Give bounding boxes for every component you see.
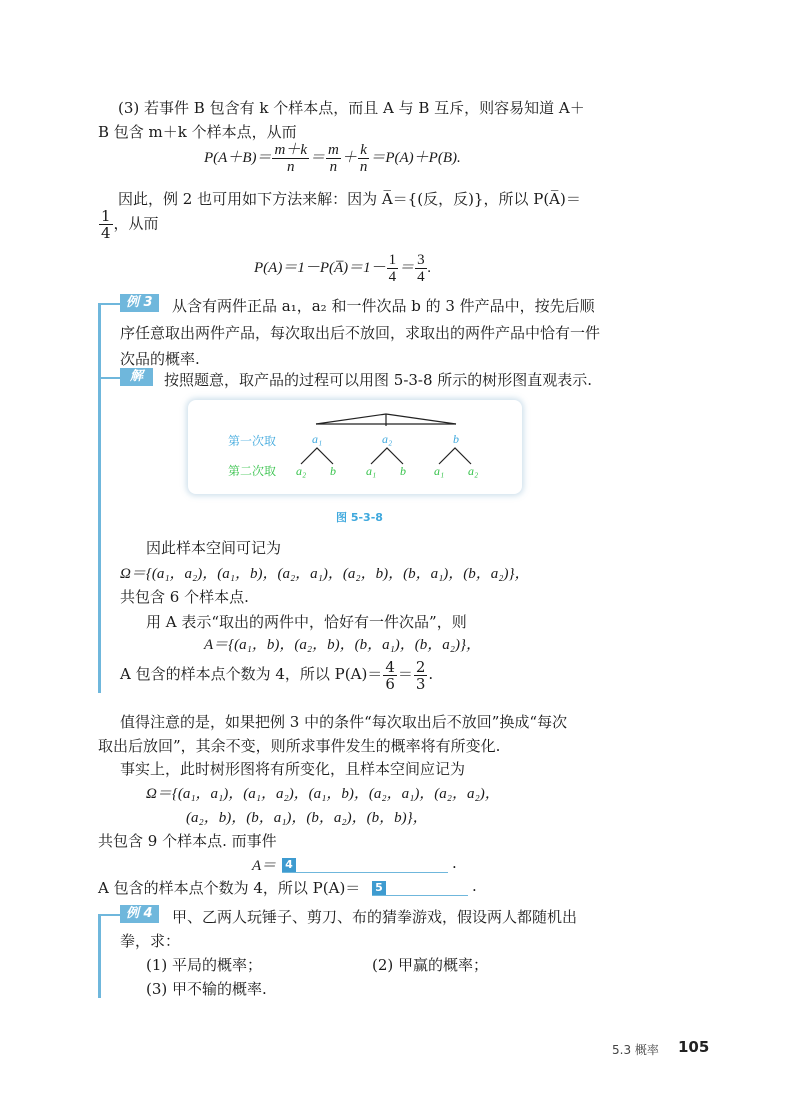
example3-rule — [98, 303, 120, 305]
sample-line5: A＝{(a₁，b)，(a₂，b)，(b，a₁)，(b，a₂)}， — [204, 637, 481, 653]
frac-den: n — [359, 159, 368, 176]
para2-line2 — [98, 208, 159, 241]
period: . — [428, 665, 434, 683]
tree-node: a₁ — [366, 464, 377, 478]
example3-badge: 例 3 — [120, 294, 159, 312]
note-line7-pre: A＝ — [252, 858, 277, 874]
fraction — [383, 659, 397, 692]
frac-den: 4 — [388, 269, 397, 286]
footer-section: 5.3 概率 — [612, 1043, 659, 1057]
note-line6: 共包含 9 个样本点. 而事件 — [98, 832, 277, 850]
note-line1: 值得注意的是，如果把例 3 中的条件“每次取出后不放回”换成“每次 — [120, 713, 568, 731]
example4-rule — [98, 914, 120, 916]
example3-line1: 从含有两件正品 a₁，a₂ 和一件次品 b 的 3 件产品中，按先后顺 — [172, 297, 595, 315]
note-line8-pre: A 包含的样本点个数为 4，所以 P(A)＝ — [98, 879, 361, 897]
frac-den: 4 — [417, 269, 425, 286]
answer-blank-4[interactable] — [282, 854, 448, 873]
equals: ＝ — [397, 665, 413, 683]
tree-diagram — [188, 400, 522, 494]
sample-line6-text: A 包含的样本点个数为 4，所以 P(A)＝ — [120, 665, 383, 683]
example3-line2: 序任意取出两件产品，每次取出后不放回，求取出的两件产品中恰有一件 — [120, 324, 601, 342]
equals: ＝ — [399, 260, 415, 276]
sample-line2: Ω＝{(a₁，a₂)，(a₁，b)，(a₂，a₁)，(a₂，b)，(b，a₁)，(b，a₂)}， — [120, 566, 530, 582]
sample-line6 — [120, 656, 433, 692]
note-line8-end: . — [472, 877, 477, 895]
frac-num: 4 — [385, 657, 395, 676]
tree-node: a₂ — [468, 464, 479, 478]
fraction — [99, 208, 113, 241]
para1-formula — [204, 140, 461, 176]
frac-den: 4 — [101, 224, 111, 242]
sample-line4: 用 A 表示“取出的两件中，恰好有一件次品”，则 — [146, 613, 467, 631]
tree-node: a₁ — [312, 432, 323, 446]
para1-line2: B 包含 m＋k 个样本点，从而 — [98, 123, 297, 141]
plus: ＋ — [341, 150, 357, 166]
frac-num: m — [328, 142, 339, 159]
example4-q3: (3) 甲不输的概率. — [146, 980, 267, 998]
note-line2: 取出后放回”，其余不变，则所求事件发生的概率将有所变化. — [98, 737, 501, 755]
fraction — [358, 142, 370, 175]
note-line7-end: . — [452, 854, 457, 872]
fraction — [415, 252, 427, 285]
para2-tail: ，从而 — [113, 214, 159, 233]
fraction — [326, 142, 341, 175]
example4-badge: 例 4 — [120, 905, 159, 923]
frac-den: n — [286, 159, 295, 176]
tree-node: a₂ — [382, 432, 393, 446]
example4-line1: 甲、乙两人玩锤子、剪刀、布的猜拳游戏，假设两人都随机出 — [172, 908, 578, 926]
tree-node: b — [330, 464, 336, 478]
equals: ＝ — [309, 150, 325, 166]
solution-line1: 按照题意，取产品的过程可以用图 5-3-8 所示的树形图直观表示. — [164, 371, 593, 389]
tree-first-label: 第一次取 — [228, 434, 277, 448]
example3-line3: 次品的概率. — [120, 350, 200, 368]
formula-lhs: P(A＋B)＝ — [204, 150, 272, 166]
fraction — [414, 659, 428, 692]
tree-node: b — [453, 432, 459, 446]
tree-second-label: 第二次取 — [228, 464, 277, 478]
formula-rhs: ＝P(A)＋P(B). — [370, 150, 461, 166]
example4-q1: (1) 平局的概率； — [146, 956, 263, 974]
answer-blank-5[interactable] — [372, 877, 468, 896]
blank-number: 5 — [372, 881, 386, 895]
example4-q2: (2) 甲赢的概率； — [372, 956, 489, 974]
frac-den: 6 — [385, 674, 395, 693]
sample-line1: 因此样本空间可记为 — [146, 539, 282, 557]
frac-den: n — [329, 159, 338, 176]
figure-caption: 图 5-3-8 — [336, 511, 383, 524]
example4-sidebar — [98, 914, 101, 998]
para1-line1: (3) 若事件 B 包含有 k 个样本点，而且 A 与 B 互斥，则容易知道 A＋ — [118, 99, 585, 117]
frac-num: 1 — [388, 252, 397, 269]
solution-badge: 解 — [120, 368, 153, 386]
tree-node: a₁ — [434, 464, 445, 478]
frac-num: 2 — [415, 657, 426, 676]
example4-line2: 拳，求： — [120, 932, 181, 950]
blank-number: 4 — [282, 858, 296, 872]
para2-formula — [254, 250, 431, 286]
formula-lhs: P(A)＝1－P(A̅)＝1－ — [254, 260, 386, 276]
fraction — [387, 252, 399, 285]
sample-line3: 共包含 6 个样本点. — [120, 588, 249, 606]
solution-rule — [98, 377, 120, 379]
example3-sidebar — [98, 303, 101, 693]
tree-node: a₂ — [296, 464, 307, 478]
frac-den: 3 — [415, 674, 426, 693]
frac-num: m＋k — [274, 142, 307, 159]
note-line4: Ω＝{(a₁，a₁)，(a₁，a₂)，(a₁，b)，(a₂，a₁)，(a₂，a₂)， — [146, 786, 500, 802]
page-number: 105 — [678, 1038, 710, 1056]
para2-line1: 因此，例 2 也可用如下方法来解：因为 A̅＝{(反，反)}，所以 P(A̅)＝ — [118, 190, 581, 208]
frac-num: 3 — [417, 252, 425, 269]
fraction — [272, 142, 309, 175]
note-line5: (a₂，b)，(b，a₁)，(b，a₂)，(b，b)}， — [186, 810, 428, 826]
frac-num: k — [358, 142, 370, 159]
tree-node: b — [400, 464, 406, 478]
note-line3: 事实上，此时树形图将有所变化，且样本空间应记为 — [120, 760, 466, 778]
period: . — [427, 260, 432, 276]
frac-num: 1 — [101, 207, 111, 225]
